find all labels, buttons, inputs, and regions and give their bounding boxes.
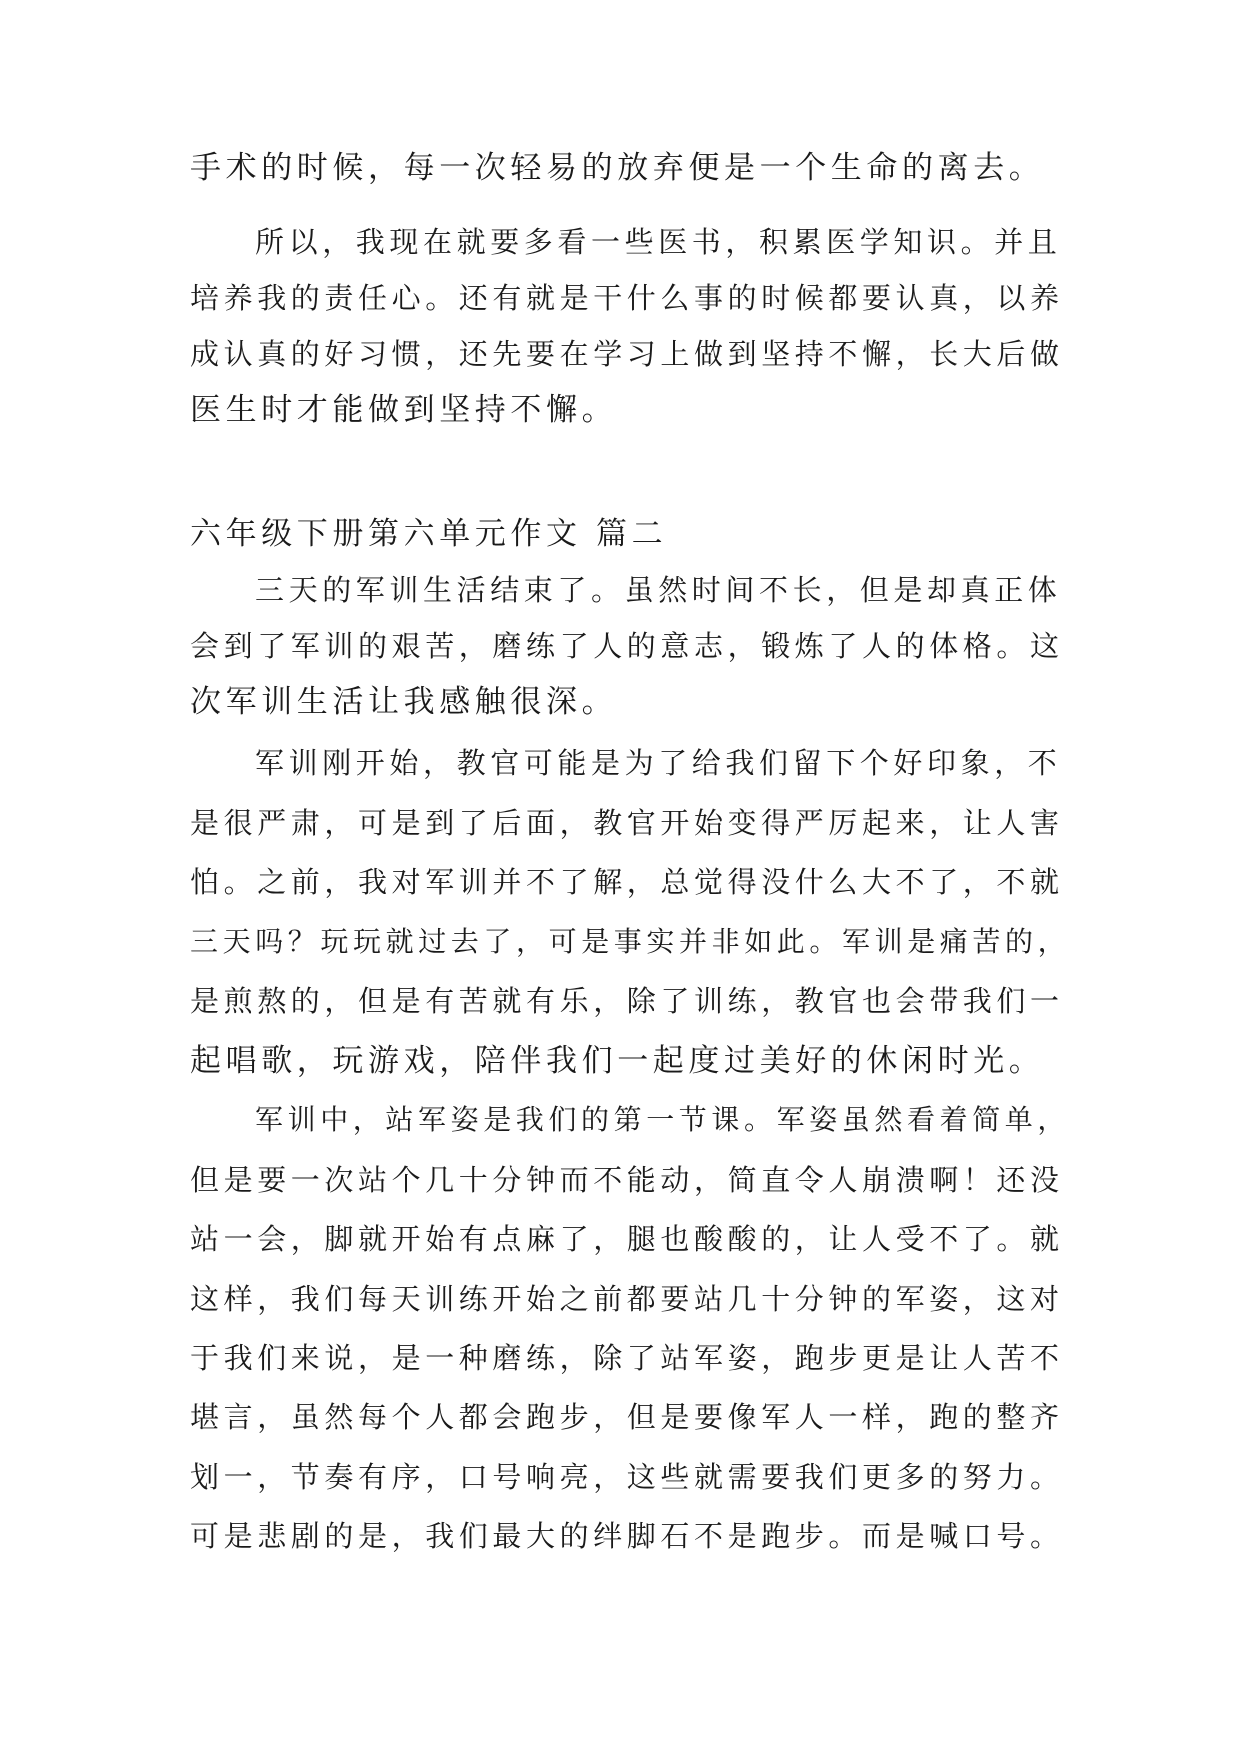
body-line: 手术的时候，每一次轻易的放弃便是一个生命的离去。: [190, 150, 1045, 186]
body-line: 培养我的责任心。还有就是干什么事的时候都要认真，以养: [190, 281, 1064, 315]
body-line: 但是要一次站个几十分钟而不能动，简直令人崩溃啊！还没: [190, 1163, 1064, 1197]
body-line: 成认真的好习惯，还先要在学习上做到坚持不懈，长大后做: [190, 337, 1064, 371]
body-line: 是煎熬的，但是有苦就有乐，除了训练，教官也会带我们一: [190, 984, 1064, 1018]
body-line: 可是悲剧的是，我们最大的绊脚石不是跑步。而是喊口号。: [190, 1519, 1064, 1553]
paragraph-first-line: 三天的军训生活结束了。虽然时间不长，但是却真正体: [255, 573, 1062, 607]
body-line: 医生时才能做到坚持不懈。: [190, 392, 618, 428]
body-line: 于我们来说，是一种磨练，除了站军姿，跑步更是让人苦不: [190, 1341, 1064, 1375]
section-heading: 六年级下册第六单元作文 篇二: [190, 516, 668, 552]
body-line: 怕。之前，我对军训并不了解，总觉得没什么大不了，不就: [190, 865, 1064, 899]
paragraph-first-line: 军训刚开始，教官可能是为了给我们留下个好印象，不: [255, 746, 1062, 780]
body-line: 会到了军训的艰苦，磨练了人的意志，锻炼了人的体格。这: [190, 629, 1064, 663]
body-line: 是很严肃，可是到了后面，教官开始变得严厉起来，让人害: [190, 806, 1064, 840]
body-line: 次军训生活让我感触很深。: [190, 684, 618, 720]
body-line: 划一，节奏有序，口号响亮，这些就需要我们更多的努力。: [190, 1460, 1064, 1494]
paragraph-first-line: 军训中，站军姿是我们的第一节课。军姿虽然看着简单，: [255, 1103, 1071, 1136]
body-line: 这样，我们每天训练开始之前都要站几十分钟的军姿，这对: [190, 1282, 1064, 1316]
body-line: 堪言，虽然每个人都会跑步，但是要像军人一样，跑的整齐: [190, 1400, 1064, 1434]
body-line: 起唱歌，玩游戏，陪伴我们一起度过美好的休闲时光。: [190, 1043, 1045, 1079]
body-line: 三天吗？玩玩就过去了，可是事实并非如此。军训是痛苦的，: [190, 925, 1071, 958]
body-line: 站一会，脚就开始有点麻了，腿也酸酸的，让人受不了。就: [190, 1222, 1064, 1256]
paragraph-first-line: 所以，我现在就要多看一些医书，积累医学知识。并且: [255, 225, 1062, 259]
